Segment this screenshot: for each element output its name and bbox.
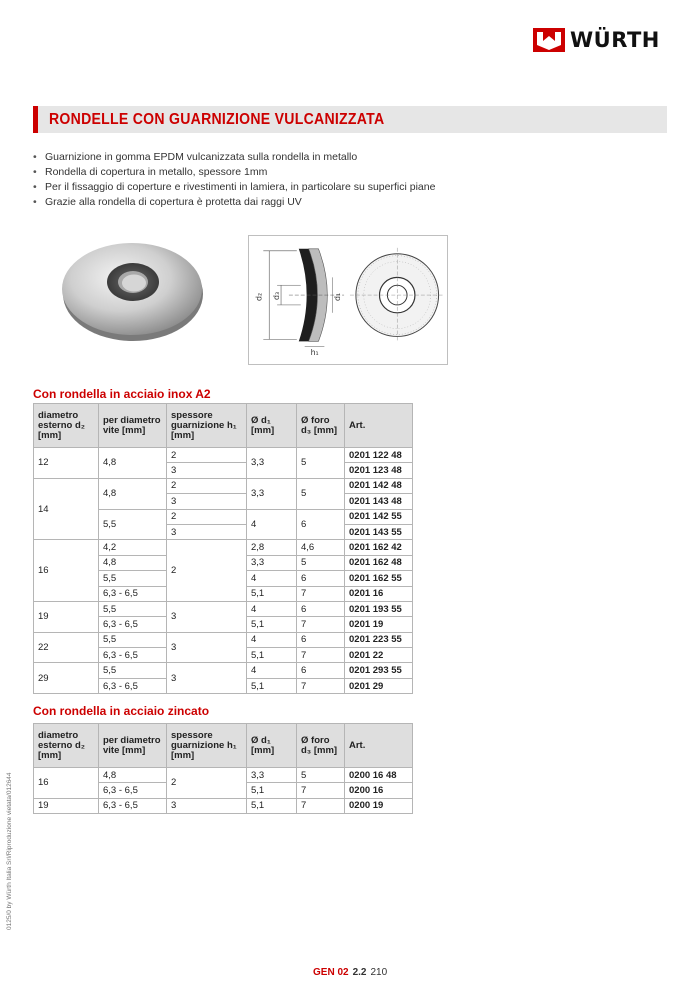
cell-h1: 2: [167, 768, 247, 799]
cell-d1: 4: [247, 601, 297, 616]
cell-d2: 12: [34, 448, 99, 479]
cell-art: 0201 142 55: [345, 509, 413, 524]
cell-vite: 4,8: [99, 555, 167, 570]
cell-d1: 5,1: [247, 783, 297, 798]
cell-d1: 5,1: [247, 798, 297, 813]
section-heading-zincato: Con rondella in acciaio zincato: [33, 704, 210, 718]
cell-d2: 19: [34, 798, 99, 813]
title-accent-bar: [33, 106, 38, 133]
wurth-logo: [533, 28, 660, 52]
cell-h1: 3: [167, 494, 247, 509]
table-row: [34, 601, 413, 616]
cell-vite: 6,3 - 6,5: [99, 586, 167, 601]
col-header-d1: Ø d₁ [mm]: [247, 724, 297, 768]
table-row: [34, 540, 413, 555]
cell-art: 0201 223 55: [345, 632, 413, 647]
cell-art: 0201 29: [345, 678, 413, 693]
cell-art: 0201 123 48: [345, 463, 413, 478]
cell-d2: 16: [34, 768, 99, 799]
col-header-diametro-vite: per diametro vite [mm]: [99, 404, 167, 448]
cell-art: 0201 22: [345, 648, 413, 663]
cell-d3: 7: [297, 798, 345, 813]
cell-art: 0201 162 55: [345, 571, 413, 586]
label-d3: d₃: [272, 291, 282, 300]
col-header-art: Art.: [345, 404, 413, 448]
cell-d3: 5: [297, 478, 345, 509]
cell-d3: 6: [297, 601, 345, 616]
cell-h1: 3: [167, 663, 247, 694]
cell-vite: 6,3 - 6,5: [99, 617, 167, 632]
col-header-diametro-esterno: diametro esterno d₂ [mm]: [34, 724, 99, 768]
cell-d1: 3,3: [247, 768, 297, 783]
cell-vite: 5,5: [99, 601, 167, 616]
cell-d2: 22: [34, 632, 99, 663]
cell-art: 0201 142 48: [345, 478, 413, 493]
technical-drawing: [248, 235, 448, 365]
wurth-logo-mark-icon: [533, 28, 565, 52]
spec-table-zincato: [33, 723, 413, 814]
feature-item: • Grazie alla rondella di copertura è protetta dai raggi UV: [33, 195, 435, 210]
cell-d3: 7: [297, 617, 345, 632]
cell-vite: 4,8: [99, 768, 167, 783]
cell-d2: 16: [34, 540, 99, 602]
cell-d3: 7: [297, 783, 345, 798]
cell-art: 0201 143 55: [345, 524, 413, 539]
page-footer: [313, 967, 387, 978]
cell-vite: 6,3 - 6,5: [99, 783, 167, 798]
cell-vite: 6,3 - 6,5: [99, 648, 167, 663]
cell-d2: 29: [34, 663, 99, 694]
cell-vite: 5,5: [99, 571, 167, 586]
cell-d3: 6: [297, 632, 345, 647]
cell-art: 0200 16: [345, 783, 413, 798]
feature-item: • Rondella di copertura in metallo, spessore 1mm: [33, 165, 435, 180]
cell-d1: 2,8: [247, 540, 297, 555]
col-header-d3: Ø foro d₃ [mm]: [297, 724, 345, 768]
cell-h1: 3: [167, 524, 247, 539]
cell-d1: 4: [247, 509, 297, 540]
cell-art: 0201 293 55: [345, 663, 413, 678]
cell-d3: 5: [297, 555, 345, 570]
cell-d2: 19: [34, 601, 99, 632]
label-d1: d₁: [333, 292, 343, 301]
copyright-sidenote: 0125/0 by Würth Italia Srl/Riproduzione vietata/012644: [6, 772, 13, 930]
cell-vite: 6,3 - 6,5: [99, 678, 167, 693]
footer-chapter: 2.2: [352, 967, 367, 978]
page-title: RONDELLE CON GUARNIZIONE VULCANIZZATA: [49, 111, 385, 128]
cell-art: 0201 162 48: [345, 555, 413, 570]
cell-vite: 4,8: [99, 478, 167, 509]
col-header-spessore: spessore guarnizione h₁ [mm]: [167, 404, 247, 448]
table-row: [34, 478, 413, 493]
cell-d1: 5,1: [247, 617, 297, 632]
label-h1: h₁: [310, 348, 319, 358]
col-header-spessore: spessore guarnizione h₁ [mm]: [167, 724, 247, 768]
cell-vite: 5,5: [99, 663, 167, 678]
cell-h1: 3: [167, 632, 247, 663]
cell-d3: 6: [297, 509, 345, 540]
cell-d3: 6: [297, 663, 345, 678]
cell-d1: 5,1: [247, 648, 297, 663]
cell-d1: 5,1: [247, 678, 297, 693]
cell-vite: 4,8: [99, 448, 167, 479]
cell-d2: 14: [34, 478, 99, 540]
title-band: [33, 106, 667, 133]
cell-art: 0201 122 48: [345, 448, 413, 463]
cell-h1: 2: [167, 540, 247, 602]
cell-vite: 5,5: [99, 509, 167, 540]
cell-art: 0201 143 48: [345, 494, 413, 509]
feature-list: [33, 150, 435, 210]
cell-d1: 4: [247, 632, 297, 647]
cell-vite: 4,2: [99, 540, 167, 555]
col-header-diametro-esterno: diametro esterno d₂ [mm]: [34, 404, 99, 448]
section-heading-inox: Con rondella in acciaio inox A2: [33, 387, 211, 401]
cell-d1: 3,3: [247, 478, 297, 509]
feature-item: • Per il fissaggio di coperture e rivestimenti in lamiera, in particolare su superfici piane: [33, 180, 435, 195]
cell-art: 0201 193 55: [345, 601, 413, 616]
footer-section: GEN 02: [313, 967, 349, 978]
cell-d3: 7: [297, 648, 345, 663]
cell-vite: 5,5: [99, 632, 167, 647]
cell-d3: 5: [297, 768, 345, 783]
footer-page-number: 210: [370, 967, 388, 978]
label-d2: d₂: [254, 292, 264, 301]
wurth-logo-text: WÜRTH: [570, 28, 660, 52]
cell-vite: 6,3 - 6,5: [99, 798, 167, 813]
col-header-d1: Ø d₁ [mm]: [247, 404, 297, 448]
cell-d1: 3,3: [247, 448, 297, 479]
col-header-diametro-vite: per diametro vite [mm]: [99, 724, 167, 768]
table-row: [34, 632, 413, 647]
cell-art: 0200 19: [345, 798, 413, 813]
cell-d3: 5: [297, 448, 345, 479]
table-row: [34, 663, 413, 678]
col-header-d3: Ø foro d₃ [mm]: [297, 404, 345, 448]
cell-d1: 3,3: [247, 555, 297, 570]
spec-table-inox: [33, 403, 413, 694]
cell-d1: 4: [247, 663, 297, 678]
cell-d3: 7: [297, 678, 345, 693]
cell-d1: 5,1: [247, 586, 297, 601]
cell-h1: 3: [167, 601, 247, 632]
cell-h1: 2: [167, 509, 247, 524]
col-header-art: Art.: [345, 724, 413, 768]
cell-h1: 3: [167, 463, 247, 478]
table-row: [34, 768, 413, 783]
cell-art: 0201 162 42: [345, 540, 413, 555]
cell-d3: 6: [297, 571, 345, 586]
table-row: [34, 448, 413, 463]
feature-item: • Guarnizione in gomma EPDM vulcanizzata sulla rondella in metallo: [33, 150, 435, 165]
table-row: [34, 798, 413, 813]
cell-d1: 4: [247, 571, 297, 586]
cell-art: 0201 19: [345, 617, 413, 632]
cell-h1: 2: [167, 478, 247, 493]
cell-d3: 4,6: [297, 540, 345, 555]
cell-art: 0201 16: [345, 586, 413, 601]
cell-d3: 7: [297, 586, 345, 601]
cell-art: 0200 16 48: [345, 768, 413, 783]
cell-h1: 2: [167, 448, 247, 463]
washer-photo: [60, 232, 210, 347]
cell-h1: 3: [167, 798, 247, 813]
